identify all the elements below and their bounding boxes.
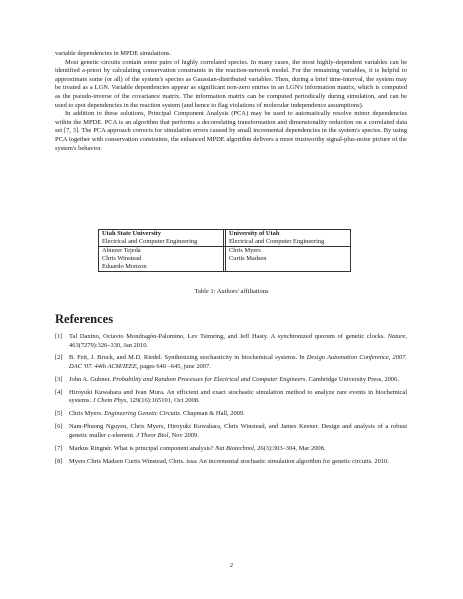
reference-journal: Engineering Genetic Circuits [104, 410, 180, 418]
table-left-person: Chris Winstead [99, 255, 224, 263]
table-right-person: Chris Myers [226, 247, 351, 256]
table-right-person: Curtis Madsen [226, 255, 351, 263]
paragraph-3: In addition to these solutions, Principal Component Analysis (PCA) may be used to automatically resolve minor dependencies within the MPDE. PCA is an algorithm that performs a decorrelating transformation and dimensionality reduction on a correlated data set [7, 3]. The PCA approach corrects for simulation errors caused by small incremental dependencies in the system's species. By using PCA together with conservation constraints, the enhanced MPDE algorithm delivers a more trustworthy signal-plus-noise picture of the system's behavior. [55, 110, 407, 152]
reference-journal: Nat Biotechnol [215, 444, 254, 452]
reference-text: B. Fett, J. Bruck, and M.D. Riedel. Synthesizing stochasticity in biochemical systems. In [69, 354, 307, 362]
reference-item [55, 333, 407, 350]
reference-item [55, 354, 407, 371]
table-caption: Table 1: Authors' affiliations [194, 288, 269, 295]
reference-journal: J Chem Phys [92, 397, 127, 405]
reference-text: Tal Danino, Octavio Mondragón-Palomino, Lev Tsimring, and Jeff Hasty. A synchronized quorum of genetic clocks. [69, 333, 388, 340]
reference-item [55, 458, 407, 467]
reference-details: , Nov 2009. [168, 431, 199, 439]
reference-text: Myers Chris Madsen Curtis Winstead, Chris. issa: An incremental stochastic simulation algorithm for genetic circuits. 2010. [69, 457, 389, 465]
reference-journal: J Theor Biol [136, 431, 169, 439]
reference-text: Markus Ringnér. What is principal component analysis? [69, 444, 216, 452]
reference-number: [4] [55, 388, 63, 396]
table-right-person [226, 263, 351, 272]
reference-number: [7] [55, 444, 63, 452]
reference-item [55, 376, 407, 385]
reference-details: , 26(3):303–304, Mar 2008. [253, 444, 326, 452]
reference-item [55, 389, 407, 406]
paragraph-1: variable dependencies in MPDE simulations. [55, 50, 172, 57]
references-heading: References [55, 312, 114, 326]
reference-number: [8] [55, 457, 63, 465]
reference-number: [2] [55, 354, 63, 362]
reference-journal: Probability and Random Processes for Electrical and Computer Engineers [112, 375, 306, 383]
reference-details: . Cambridge University Press, 2006. [305, 375, 399, 383]
reference-item [55, 410, 407, 419]
reference-text: John A. Gubner. [69, 375, 113, 383]
table-left-dept: Electrical and Computer Engineering [99, 238, 224, 247]
page-number: 2 [229, 562, 234, 569]
reference-item [55, 445, 407, 454]
reference-number: [3] [55, 375, 63, 383]
paragraph-2: Most genetic circuits contain some pairs of highly correlated species. In many cases, the most highly-dependent variables can be identified a-priori by calculating conservation constraints in the reaction-network model. For the remaining variables, it is helpful to approximate some (or all) of the system's species as Gaussian-distributed variables. Then, during a brief time-interval, the system may be treated as a LGN. Variable dependencies appear as significant non-zero entries in an LGN's information matrix, which is computed as the pseudo-inverse of the covariance matrix. The information matrix can be computed periodically during simulation, and can be used to spot dependencies in the reaction system (and hence to flag violations of molecular independence assumptions). [55, 58, 407, 109]
reference-item [55, 423, 407, 440]
reference-text: Chris Myers. [69, 410, 105, 418]
body-text [55, 50, 407, 153]
table-right-dept: Electrical and Computer Engineering [226, 238, 351, 247]
reference-details: , 129(16):165101, Oct 2008. [126, 397, 200, 405]
reference-number: [5] [55, 410, 63, 418]
reference-journal: Design Automation Conference, 2007. DAC '07. 44th ACM/IEEE [69, 354, 407, 371]
affiliations-table [98, 229, 351, 272]
table-left-title: Utah State University [99, 230, 224, 239]
reference-text: Hiroyuki Kuwahara and Ivan Mura. An efficient and exact stochastic simulation method to analyze rare events in biochemical systems. [69, 388, 407, 405]
table-left-person: Eduardo Monzon [99, 263, 224, 272]
reference-journal: Nature [387, 333, 406, 340]
reference-text: Nam-Phuong Nguyen, Chris Myers, Hiroyuki Kuwahara, Chris Winstead, and James Keener. Design and analysis of a robust genetic muller c-element. [69, 423, 407, 439]
table-right-title: University of Utah [226, 230, 351, 239]
reference-details: . Chapman & Hall, 2009. [179, 410, 245, 418]
reference-details: , 463(7279):326–330, Jan 2010. [69, 333, 407, 349]
reference-number: [1] [55, 333, 63, 340]
references-list [55, 333, 407, 471]
reference-number: [6] [55, 423, 63, 431]
table-left-person: Abiezer Tejeda [99, 247, 224, 256]
reference-details: , pages 640 –645, june 2007. [136, 363, 211, 371]
